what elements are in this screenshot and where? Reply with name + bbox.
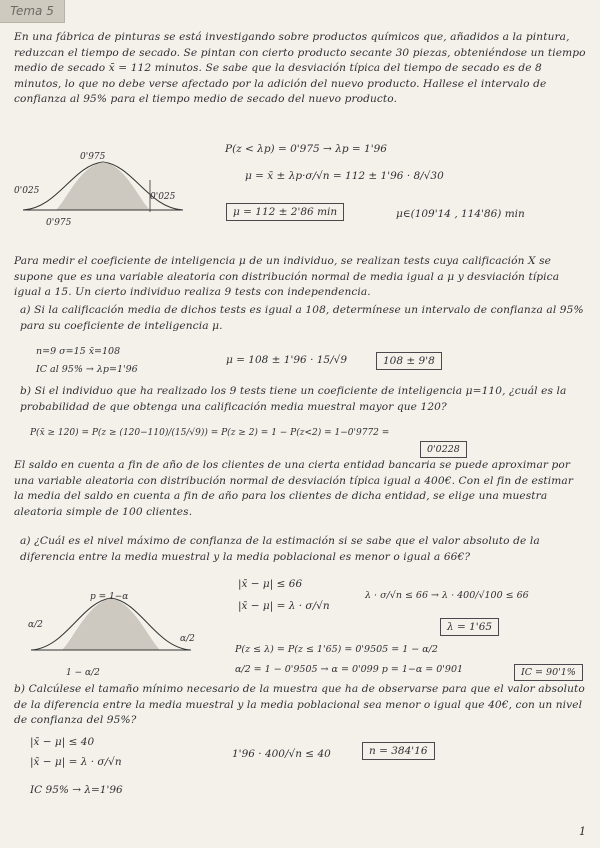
problem1-result-box: μ = 112 ± 2'86 min (226, 203, 344, 221)
problem3a-eq1: |x̄ − μ| ≤ 66 (238, 578, 303, 590)
curve1-bottom-label: 0'975 (46, 218, 72, 228)
problem3a-eq4: P(z ≤ λ) = P(z ≤ 1'65) = 0'9505 = 1 − α/2 (235, 644, 438, 655)
curve1-top-label: 0'975 (80, 152, 106, 162)
curve2-right-label: α/2 (180, 634, 195, 644)
problem3b-eq2: |x̄ − μ| = λ · σ/√n (30, 756, 122, 768)
problem3b-eq4: 1'96 · 400/√n ≤ 40 (232, 748, 331, 760)
problem2a-ic: IC al 95% → λp=1'96 (36, 364, 138, 375)
curve1-right-label: 0'025 (150, 192, 176, 202)
curve1-left-label: 0'025 (14, 186, 40, 196)
problem3b-eq3: IC 95% → λ=1'96 (30, 784, 123, 796)
problem3a-eq3: λ · σ/√n ≤ 66 → λ · 400/√100 ≤ 66 (365, 590, 529, 601)
problem2-text: Para medir el coeficiente de inteligencia μ de un individuo, se realizan tests cuya calificación X se supone que es una variable aleatoria con distribución normal de media igual a μ y desviación típica igual a 15. Un cierto individuo realiza 9 tests con independencia. (14, 255, 560, 298)
problem3a-text: a) ¿Cuál es el nivel máximo de confianza de la estimación si se sabe que el valor absoluto de la diferencia entre la media muestral y la media poblacional es menor o igual a 66€? (20, 535, 540, 563)
problem3a-box2: IC = 90'1% (514, 664, 583, 681)
problem3a-eq2: |x̄ − μ| = λ · σ/√n (238, 600, 330, 612)
curve2-bottom-label: 1 − α/2 (66, 668, 100, 678)
problem2a-box: 108 ± 9'8 (376, 352, 442, 370)
problem3b-box: n = 384'16 (362, 742, 435, 760)
page-tab: Tema 5 (0, 0, 65, 23)
problem3a-eq5: α/2 = 1 − 0'9505 → α = 0'099 p = 1−α = 0'901 (235, 664, 464, 675)
problem2a-eq: μ = 108 ± 1'96 · 15/√9 (226, 354, 348, 366)
problem3a-box1: λ = 1'65 (440, 618, 499, 636)
problem1-text: En una fábrica de pinturas se está investigando sobre productos químicos que, añadidos a la pintura, reduzcan el tiempo de secado. Se pintan con cierto producto secante 30 piezas, obteniéndose un tiempo medio de secado x̄ = 112 minutos. Se sabe que la desviación típica del tiempo de secado es de 8 minutos, lo que no debe verse afectado por la adición del nuevo producto. Hallese el intervalo de confianza al 95% para el tiempo medio de secado del nuevo producto. (14, 31, 586, 105)
problem3-text: El saldo en cuenta a fin de año de los clientes de una cierta entidad bancaria se puede aproximar por una variable aleatoria con distribución normal de desviación típica igual a 400€. Con el fin de estimar la media del saldo en cuenta a fin de año para los clientes de dicha entidad, se elige una muestra aleatoria simple de 100 clientes. (14, 459, 574, 518)
normal-curve-1 (18, 150, 188, 230)
problem1-prob-eq: P(z < λp) = 0'975 → λp = 1'96 (225, 143, 387, 155)
problem2a-text: a) Si la calificación media de dichos tests es igual a 108, determínese un intervalo de confianza al 95% para su coeficiente de inteligencia μ. (20, 304, 584, 332)
problem3b-text: b) Calcúlese el tamaño mínimo necesario de la muestra que ha de observarse para que el valor absoluto de la diferencia entre la media muestral y la media poblacional sea menor o igual que 40€, con un nivel de confianza del 95%? (14, 683, 585, 726)
problem2a-data: n=9 σ=15 x̄=108 (36, 346, 121, 357)
problem1-mu-eq: μ = x̄ ± λp·σ/√n = 112 ± 1'96 · 8/√30 (245, 170, 444, 182)
curve2-top-label: p = 1−α (90, 592, 129, 602)
problem2b-box: 0'0228 (420, 441, 467, 458)
problem2b-text: b) Si el individuo que ha realizado los 9 tests tiene un coeficiente de inteligencia μ=110, ¿cuál es la probabilidad de que obtenga una calificación media muestral mayor que 120? (20, 385, 567, 413)
curve2-left-label: α/2 (28, 620, 43, 630)
problem1-interval: μ∈(109'14 , 114'86) min (396, 208, 525, 220)
page-number: 1 (579, 825, 586, 838)
problem3b-eq1: |x̄ − μ| ≤ 40 (30, 736, 95, 748)
problem2b-eq: P(x̄ ≥ 120) = P(z ≥ (120−110)/(15/√9)) = P(z ≥ 2) = 1 − P(z<2) = 1−0'9772 = (30, 428, 390, 438)
